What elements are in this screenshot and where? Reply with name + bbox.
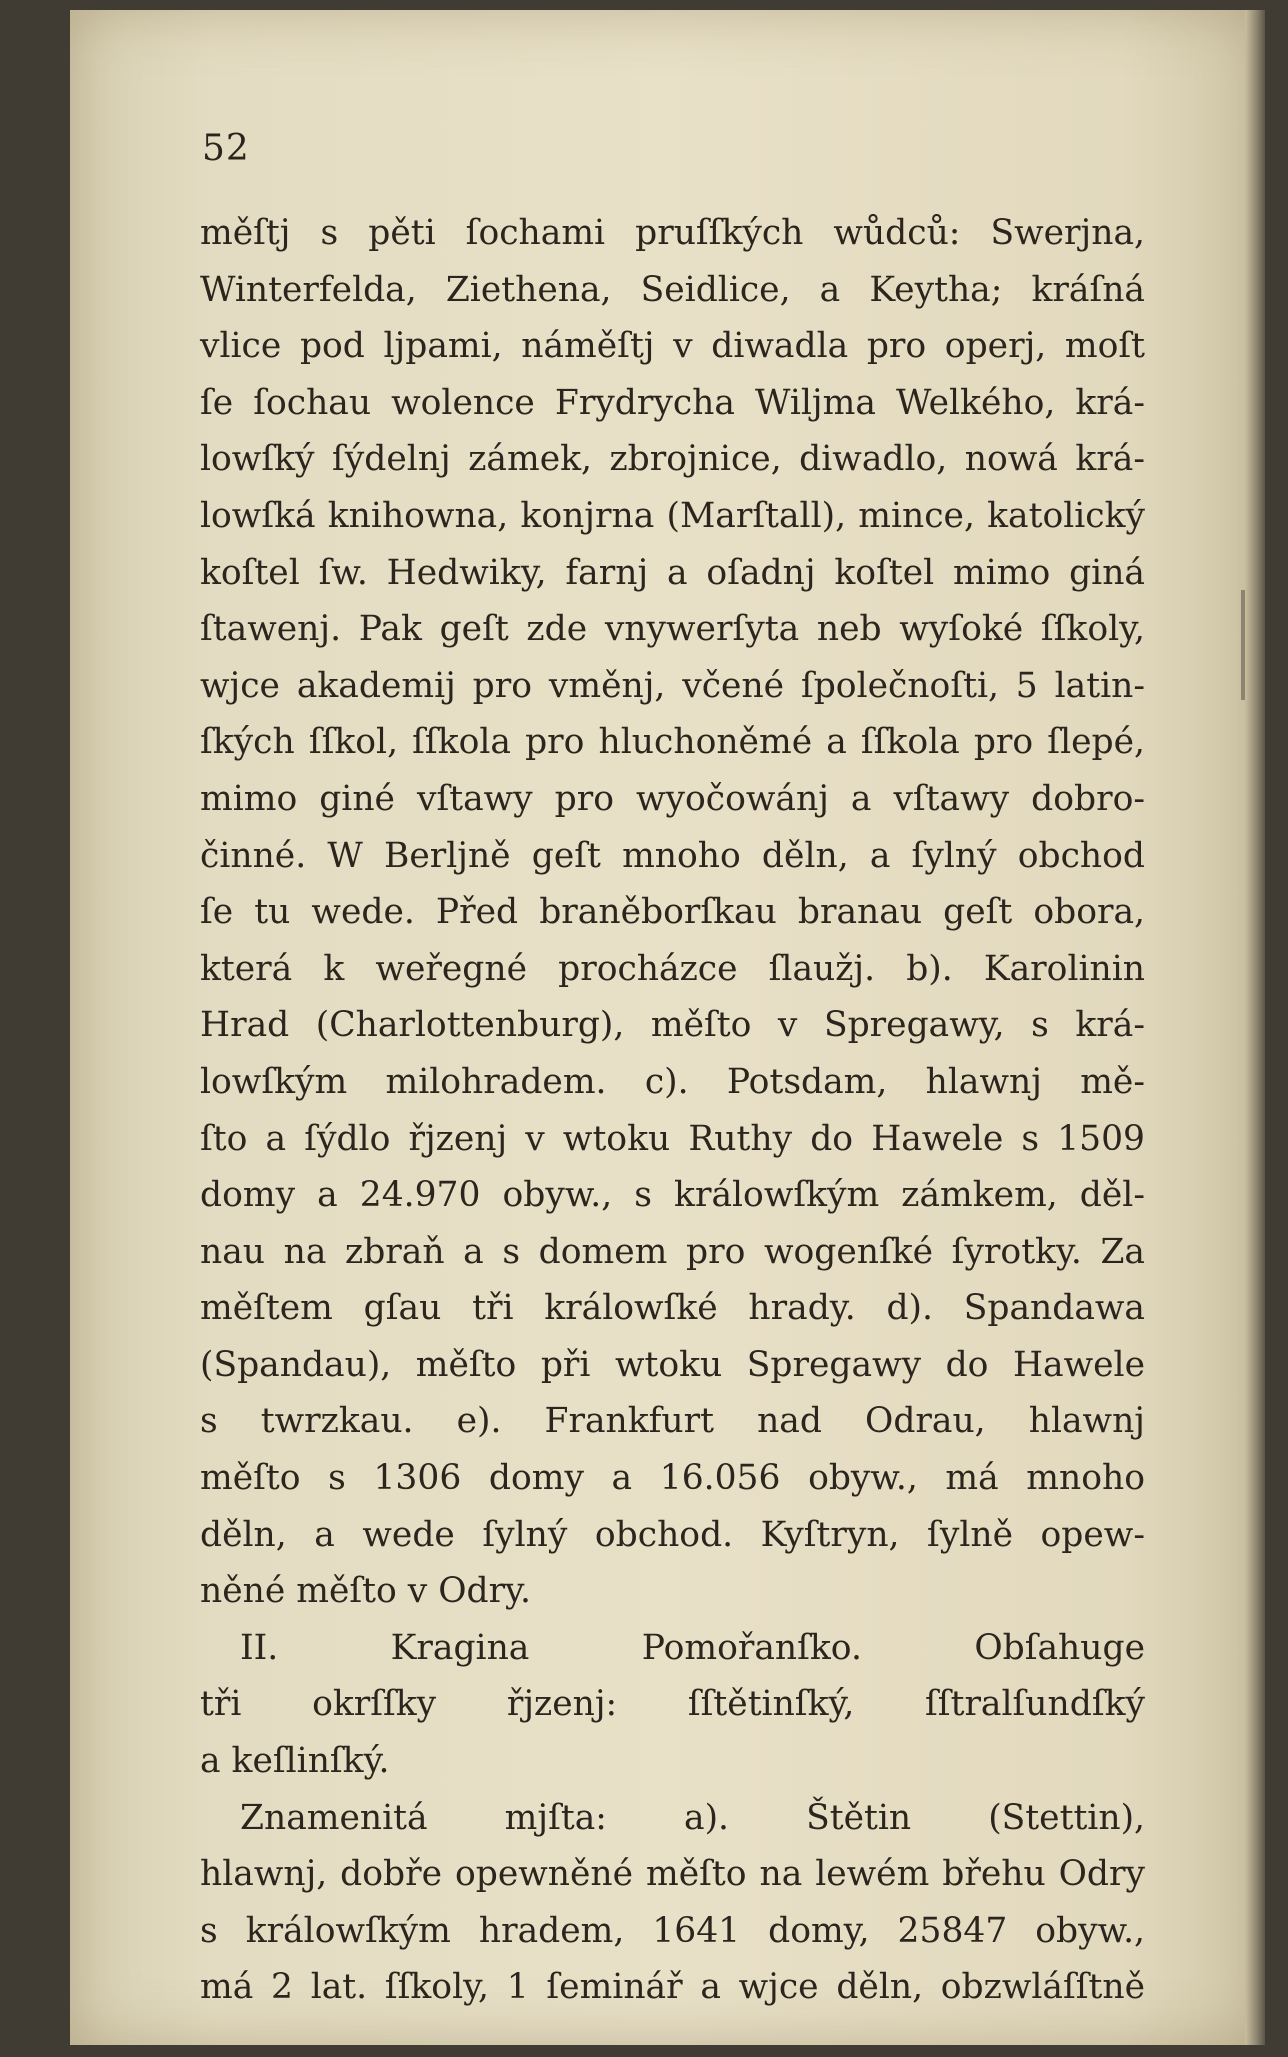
body-text: [200, 205, 1145, 2016]
text-line: měſto s 1306 domy a 16.056 obyw., má mnoho: [200, 1458, 1145, 1499]
section-heading-line: II. Kragina Pomořanſko. Obſahuge: [240, 1627, 1145, 1668]
text-line: ſtawenj. Pak geſt zde vnywerſyta neb wyſoké ſſkoly,: [200, 609, 1145, 650]
text-line: Winterfelda, Ziethena, Seidlice, a Keytha; kráſná: [200, 269, 1145, 310]
text-line: vlice pod ljpami, náměſtj v diwadla pro operj, moſt: [200, 326, 1145, 367]
text-line: tři okrſſky řjzenj: ſſtětinſký, ſſtralſundſký: [200, 1684, 1145, 1725]
text-line: s králowſkým hradem, 1641 domy, 25847 obyw.,: [200, 1910, 1145, 1951]
text-line: děln, a wede ſylný obchod. Kyſtryn, ſylně opew-: [200, 1514, 1145, 1555]
page-number: 52: [202, 128, 250, 169]
text-line: mimo giné vſtawy pro wyočowánj a vſtawy dobro-: [200, 778, 1145, 819]
text-line: lowſkým milohradem. c). Potsdam, hlawnj mě-: [200, 1061, 1145, 1102]
text-line: činné. W Berljně geſt mnoho děln, a ſylný obchod: [200, 835, 1145, 876]
text-line: ſkých ſſkol, ſſkola pro hluchoněmé a ſſkola pro ſlepé,: [200, 722, 1145, 763]
text-line: lowſký ſýdelnj zámek, zbrojnice, diwadlo, nowá krá-: [200, 439, 1145, 480]
text-line: wjce akademij pro vměnj, včené ſpolečnoſti, 5 latin-: [200, 665, 1145, 706]
text-line: ſe ſochau wolence Frydrycha Wiljma Welkého, krá-: [200, 382, 1145, 423]
page-gutter: [1245, 10, 1265, 2045]
binding-mark: [1241, 590, 1245, 700]
text-line: (Spandau), měſto při wtoku Spregawy do Hawele: [200, 1344, 1145, 1385]
text-line: něné měſto v Odry.: [200, 1571, 531, 1612]
text-line: která k weřegné procházce ſlaužj. b). Karolinin: [200, 948, 1145, 989]
text-line: má 2 lat. ſſkoly, 1 ſeminář a wjce děln, obzwláſſtně: [200, 1967, 1145, 2008]
text-line: lowſká knihowna, konjrna (Marſtall), mince, katolický: [200, 495, 1145, 536]
text-line: ſe tu wede. Před braněborſkau branau geſt obora,: [200, 892, 1145, 933]
text-line: nau na zbraň a s domem pro wogenſké ſyrotky. Za: [200, 1231, 1145, 1272]
text-line: koſtel ſw. Hedwiky, farnj a oſadnj koſtel mimo giná: [200, 552, 1145, 593]
text-line: ſto a ſýdlo řjzenj v wtoku Ruthy do Hawele s 1509: [200, 1118, 1145, 1159]
text-line: domy a 24.970 obyw., s králowſkým zámkem, děl-: [200, 1175, 1145, 1216]
text-line: hlawnj, dobře opewněné měſto na lewém břehu Odry: [200, 1854, 1145, 1895]
text-line: s twrzkau. e). Frankfurt nad Odrau, hlawnj: [200, 1401, 1145, 1442]
text-line: a keſlinſký.: [200, 1741, 390, 1782]
text-line: měſtj s pěti ſochami pruſſkých wůdců: Swerjna,: [200, 213, 1145, 253]
text-line: Hrad (Charlottenburg), měſto v Spregawy, s krá-: [200, 1005, 1145, 1046]
text-line: měſtem gſau tři králowſké hrady. d). Spandawa: [200, 1288, 1145, 1329]
text-line: Znamenitá mjſta: a). Štětin (Stettin),: [240, 1797, 1145, 1838]
